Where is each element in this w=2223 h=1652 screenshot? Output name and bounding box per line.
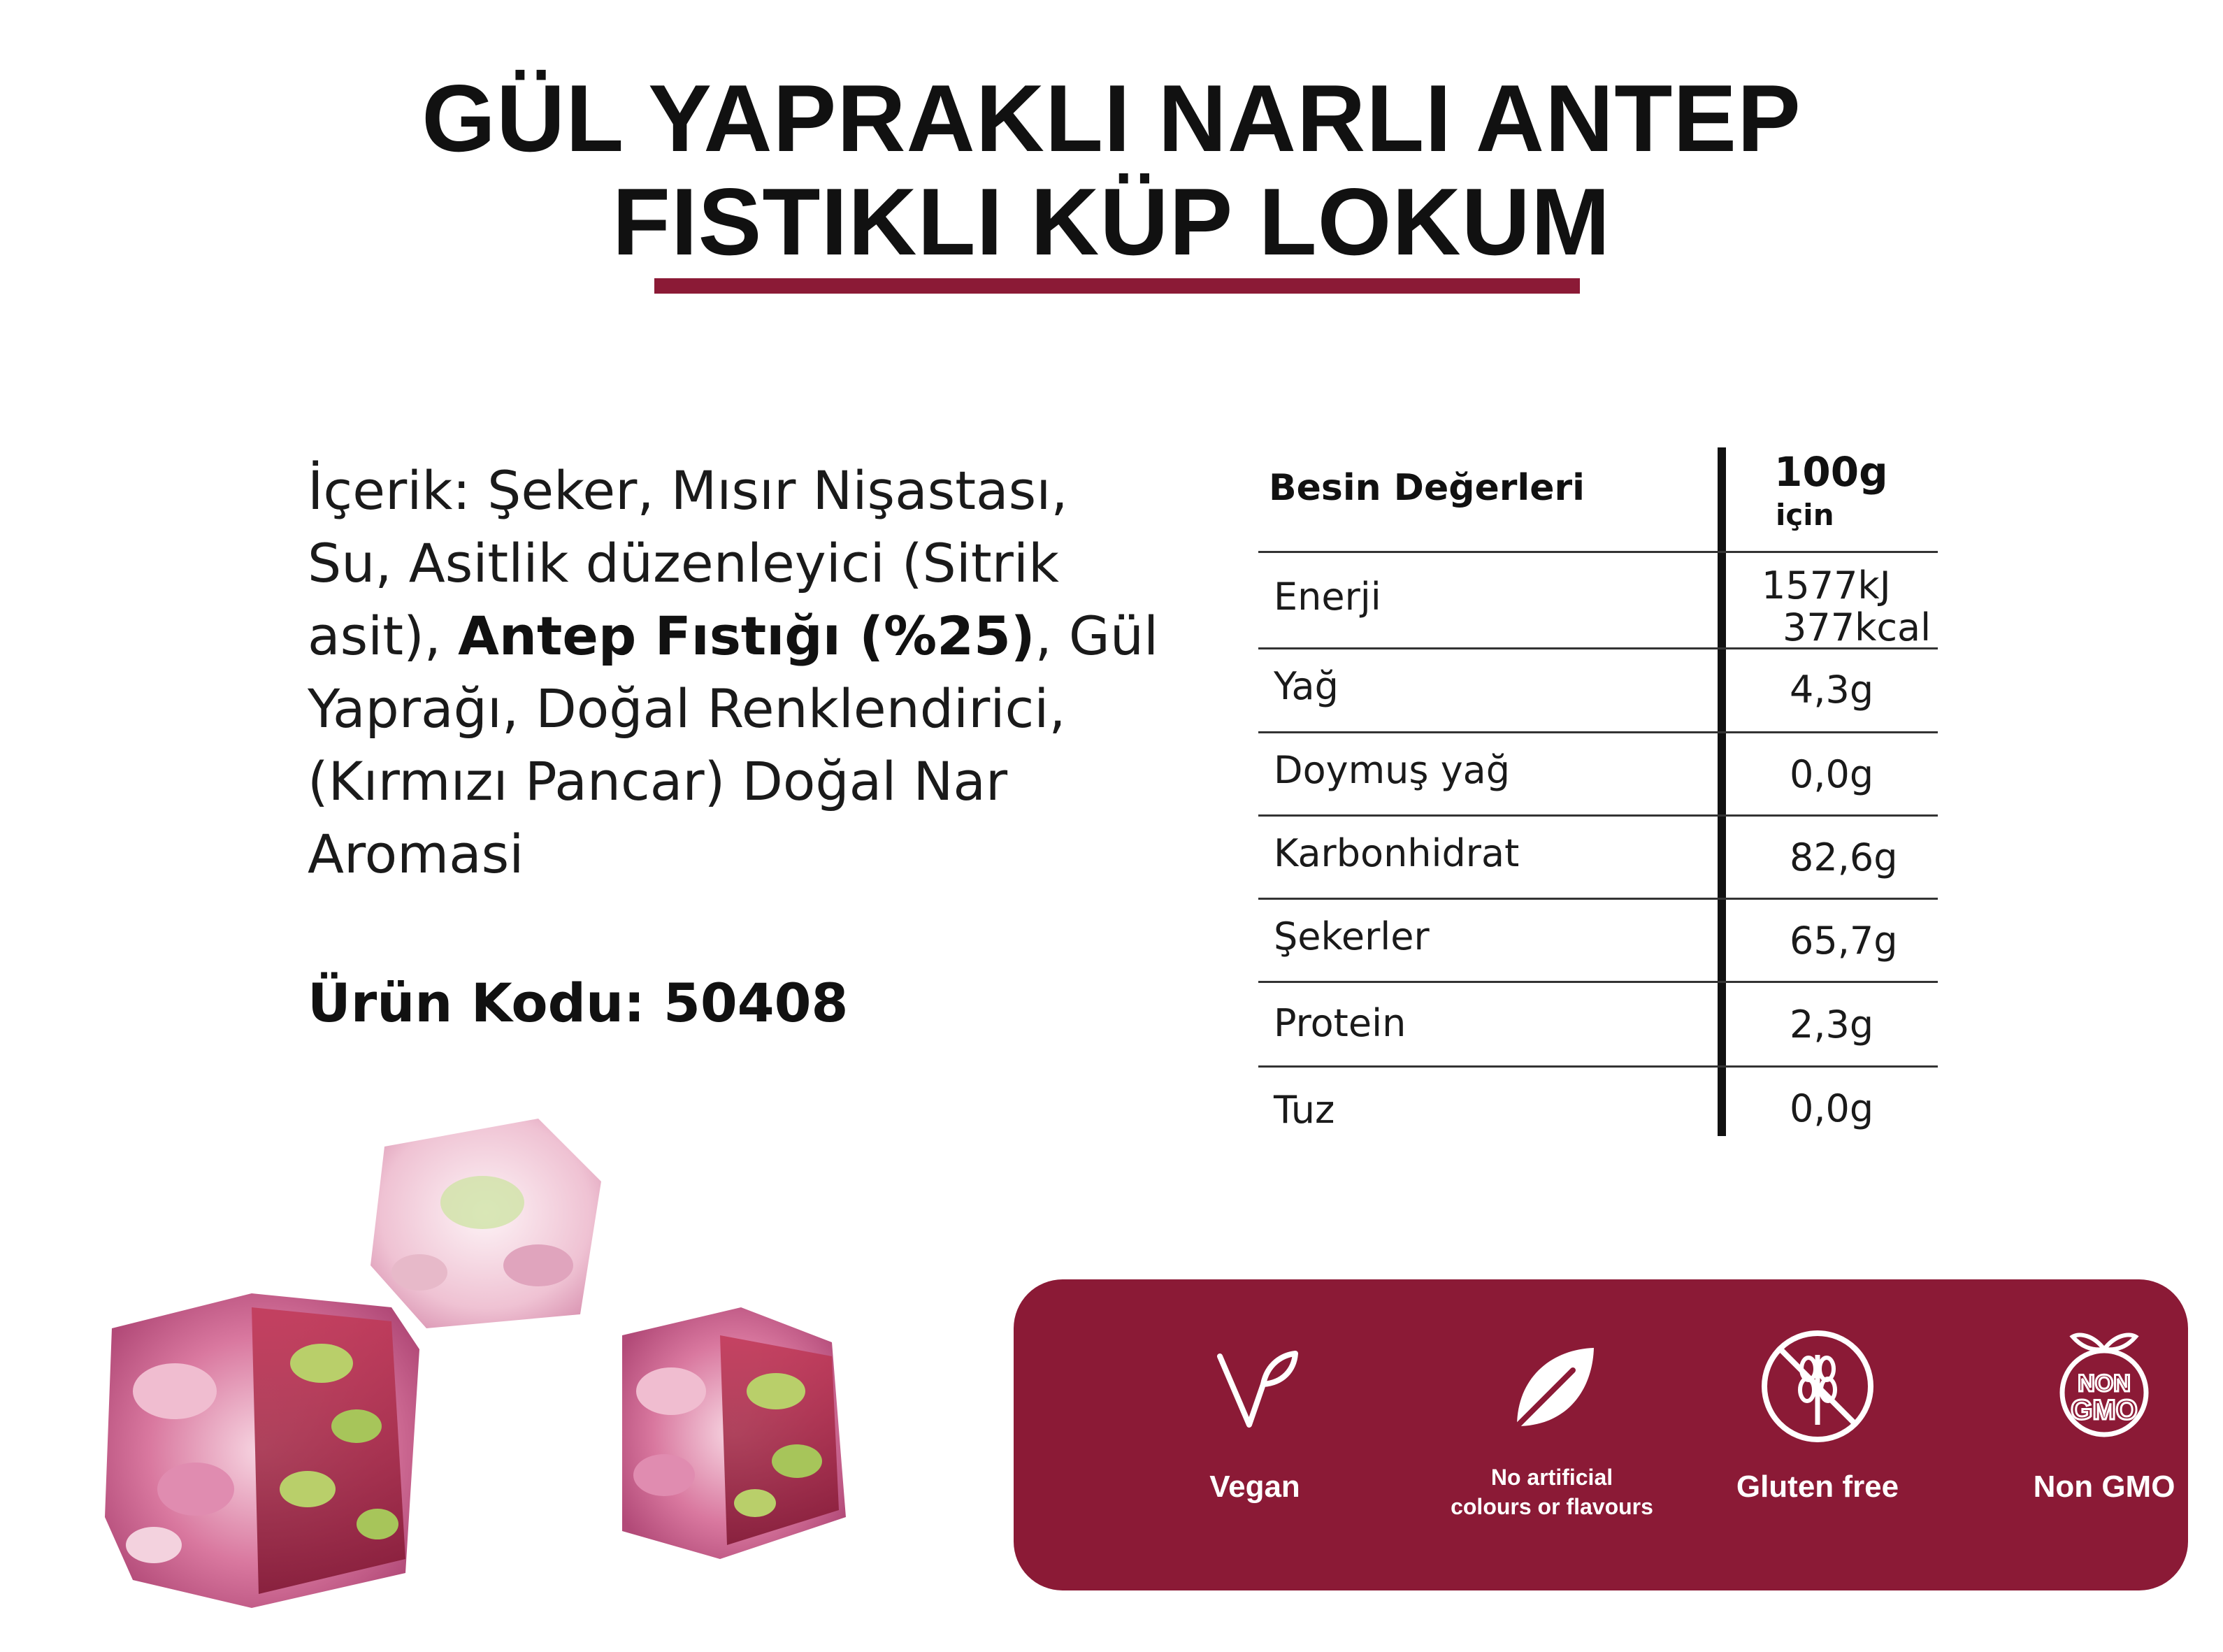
non-gmo-icon [2045,1323,2164,1442]
vegan-icon [1206,1335,1304,1440]
badge-label-line-1: No artificial [1490,1465,1613,1490]
ingredients-line-4: Yaprağı, Doğal Renklendirici, [308,677,1066,740]
badge-vegan [1150,1279,1360,1590]
badge-label: Vegan [1209,1470,1300,1504]
ingredients-line-1: İçerik: Şeker, Mısır Nişastası, [308,459,1068,522]
nutrition-row-name: Protein [1274,1001,1407,1045]
nutrition-row-name: Yağ [1274,664,1339,708]
badge-non-gmo [1999,1279,2209,1590]
page-title [0,66,2223,273]
nutrition-row-value: 2,3g [1790,1003,1874,1047]
nutrition-row-name: Şekerler [1274,914,1430,958]
nutrition-header-label: Besin Değerleri [1269,467,1585,509]
nutrition-row-divider [1258,898,1938,900]
badge-label-line-2: colours or flavours [1451,1494,1653,1519]
nutrition-header-unit: için [1776,498,1834,532]
nutrition-row-name: Karbonhidrat [1274,831,1520,875]
badge-no-artificial [1440,1279,1664,1590]
leaf-icon [1503,1335,1601,1440]
ingredients-line-3 [308,600,1188,673]
gluten-free-icon [1758,1327,1877,1446]
nutrition-header-amount: 100g [1774,448,1888,496]
ingredients-text [308,454,1188,891]
nutrition-row-name: Enerji [1274,575,1381,619]
non-gmo-emblem-top: NON [2078,1370,2131,1397]
title-underline [654,278,1580,294]
nutrition-row-name: Doymuş yağ [1274,748,1511,792]
title-line-2: FISTIKLI KÜP LOKUM [612,168,1611,275]
nutrition-row-value: 0,0g [1790,1086,1874,1130]
nutrition-row-value: 82,6g [1790,835,1898,879]
badge-gluten-free [1713,1279,1922,1590]
badge-label [1440,1463,1664,1521]
product-code: Ürün Kodu: 50408 [308,972,849,1034]
nutrition-row-value: 0,0g [1790,752,1874,796]
ingredients-line-3-pre: asit), [308,605,441,667]
ingredients-line-6: Aromasi [308,823,524,885]
nutrition-row-divider [1258,551,1938,553]
lokum-cube-back [370,1119,601,1328]
nutrition-row-value: 65,7g [1790,919,1898,963]
nutrition-row-name: Tuz [1274,1088,1335,1132]
lokum-product-image [91,1098,944,1643]
nutrition-row-value: 1577kJ [1762,563,1891,608]
badge-label: Non GMO [2033,1470,2175,1504]
ingredients-line-2: Su, Asitlik düzenleyici (Sitrik [308,532,1060,594]
non-gmo-emblem-bottom: GMO [2071,1395,2138,1425]
nutrition-row-divider [1258,1065,1938,1068]
ingredients-line-5: (Kırmızı Pancar) Doğal Nar [308,750,1008,812]
nutrition-row-divider [1258,814,1938,817]
nutrition-row-divider [1258,981,1938,983]
ingredients-highlight: Antep Fıstığı (%25) [458,605,1035,667]
nutrition-row-value: 4,3g [1790,668,1874,712]
title-line-1: GÜL YAPRAKLI NARLI ANTEP [422,65,1801,171]
badge-panel [1014,1279,2188,1590]
ingredients-line-3-post: , Gül [1035,605,1159,667]
lokum-cube-right [622,1307,846,1559]
nutrition-row-divider [1258,731,1938,733]
lokum-cube-left [105,1293,419,1608]
badge-label: Gluten free [1736,1470,1899,1504]
nutrition-row-value-secondary: 377kcal [1783,605,1931,649]
